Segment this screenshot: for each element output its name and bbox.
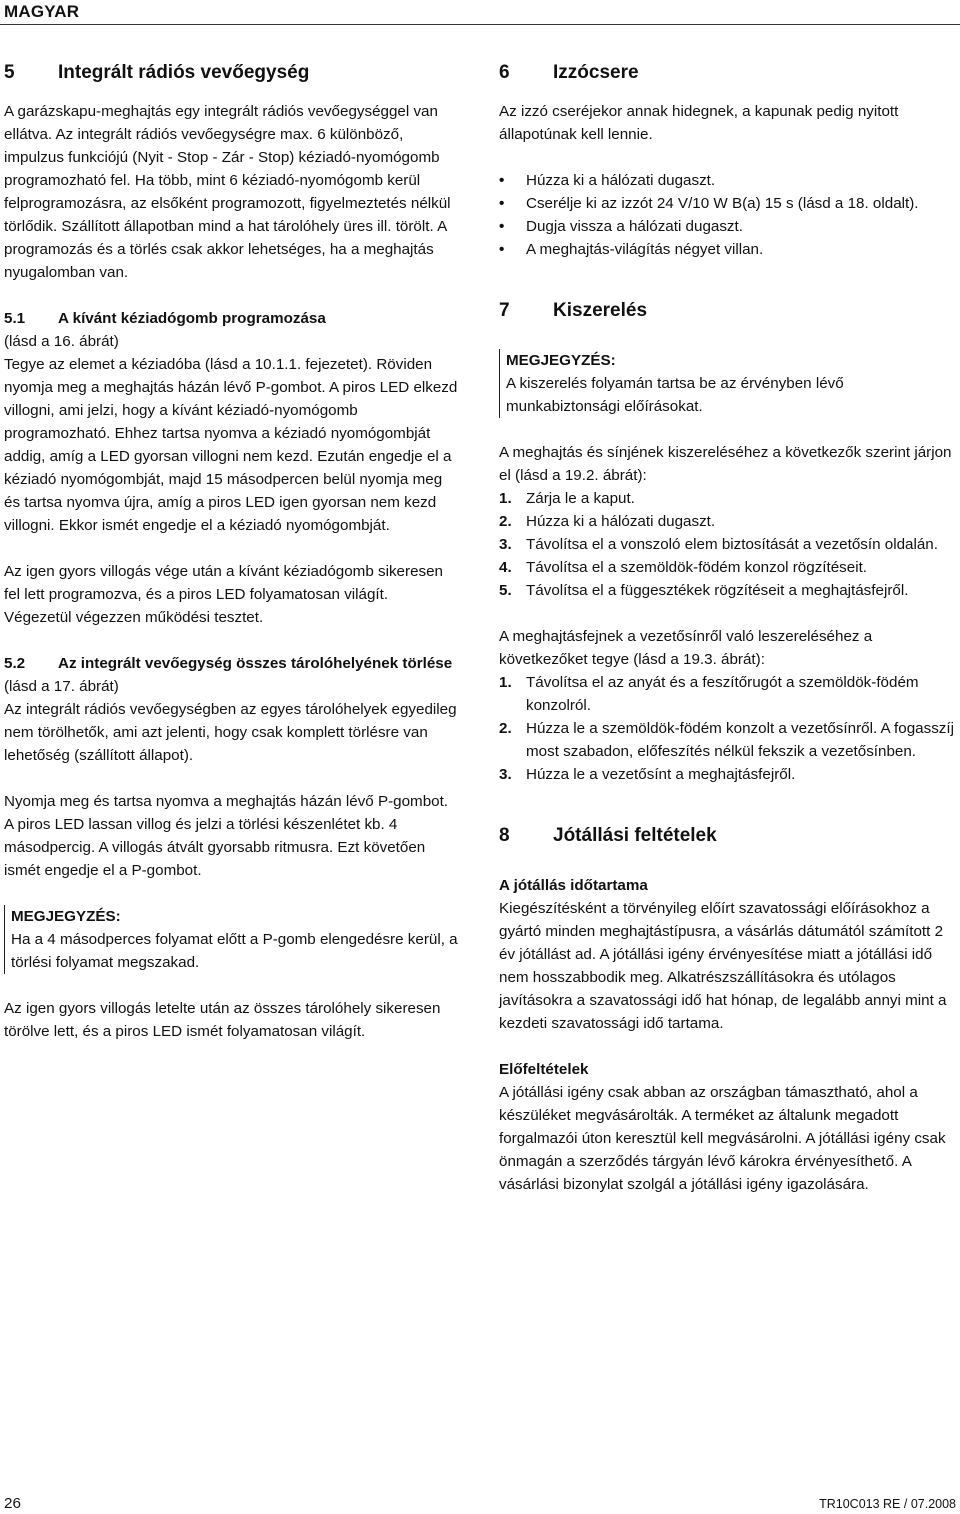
section-7-intro: A meghajtás és sínjének kiszereléséhez a következők szerint járjon el (lásd a 19.2. ábrát): — [499, 444, 952, 484]
bullet-list — [499, 169, 954, 261]
page-number: 26 — [4, 1495, 21, 1512]
list-item: 2. Húzza le a szemöldök-födém konzolt a vezetősínről. A fogasszíj most szabadon, előfeszítés nélkül fekszik a vezetősínben. — [499, 720, 954, 760]
note-title: MEGJEGYZÉS: — [506, 352, 616, 369]
note-text: Ha a 4 másodperces folyamat előtt a P-gomb elengedésre kerül, a törlési folyamat megszakad. — [11, 931, 458, 971]
section-5-1-heading: 5.1 A kívánt kéziadógomb programozása — [4, 310, 326, 327]
section-5-1-text: Tegye az elemet a kéziadóba (lásd a 10.1.1. fejezetet). Röviden nyomja meg a meghajtás házán lévő P-gombot. A piros LED elkezd villogni, ami jelzi, hogy a kívánt kéziadó-nyomógomb programozható. Ehhez tartsa nyomva a kéziadó nyomógombját addig, amíg a LED gyorsan villogni nem kezd. Ezután engedje el a kéziadó nyomógombját, majd 15 másodpercen belül nyomja meg és tartsa nyomva újra, amíg a piros LED igen gyorsan nem kezd villogni. Ekkor ismét engedje el a kéziadó nyomógombját. — [4, 356, 458, 534]
section-5-2-text-3: Az igen gyors villogás letelte után az összes tárolóhely sikeresen törölve lett, és a piros LED ismét folyamatosan világít. — [4, 1000, 441, 1040]
list-item: 3. Húzza le a vezetősínt a meghajtásfejről. — [499, 766, 796, 783]
section-8-text: Kiegészítésként a törvényileg előírt szavatossági előírásokhoz a gyártó minden meghajtástípusra, a vásárlás dátumától számított 2 év jótállást ad. A jótállási igény érvényesítése miatt a jótállási idő nem hosszabbodik meg. Alkatrészszállításokra és utólagos javításokra a szavatossági idő hat hónap, de legalább annyi mint a kezdeti szavatossági idő tartama. — [499, 900, 947, 1032]
list-item: • A meghajtás-világítás négyet villan. — [499, 241, 764, 258]
list-item: • Cserélje ki az izzót 24 V/10 W B(a) 15 s (lásd a 18. oldalt). — [499, 195, 919, 212]
numbered-list — [499, 487, 954, 602]
section-5-2-text-2: Nyomja meg és tartsa nyomva a meghajtás házán lévő P-gombot. A piros LED lassan villog és jelzi a törlési készenlétet kb. 4 másodpercig. A villogás átvált gyorsabb ritmusra. Ezt követően ismét engedje el a P-gombot. — [4, 793, 449, 879]
note-text: A kiszerelés folyamán tartsa be az érvényben lévő munkabiztonsági előírásokat. — [506, 375, 844, 415]
section-5-1-ref: (lásd a 16. ábrát) — [4, 333, 119, 350]
list-item: • Húzza ki a hálózati dugaszt. — [499, 172, 716, 189]
header-rule — [0, 24, 960, 25]
note-title: MEGJEGYZÉS: — [11, 908, 121, 925]
section-7-intro-2: A meghajtásfejnek a vezetősínről való leszereléséhez a következőket tegye (lásd a 19.3. ábrát): — [499, 628, 873, 668]
note-box — [4, 905, 459, 974]
section-5-2-ref: (lásd a 17. ábrát) — [4, 678, 119, 695]
list-item: 3. Távolítsa el a vonszoló elem biztosítását a vezetősín oldalán. — [499, 536, 938, 553]
list-item: 1. Távolítsa el az anyát és a feszítőrugót a szemöldök-födém konzolról. — [499, 674, 919, 714]
list-item: 4. Távolítsa el a szemöldök-födém konzol rögzítéseit. — [499, 559, 868, 576]
section-8-heading: 8 Jótállási feltételek — [499, 825, 717, 846]
right-column — [499, 58, 954, 1196]
document-code: TR10C013 RE / 07.2008 — [819, 1497, 956, 1511]
list-item: • Dugja vissza a hálózati dugaszt. — [499, 218, 743, 235]
list-item: 5. Távolítsa el a függesztékek rögzítéseit a meghajtásfejről. — [499, 582, 909, 599]
section-5-1-text-2: Az igen gyors villogás vége után a kívánt kéziadógomb sikeresen fel lett programozva, és a piros LED folyamatosan világít. Végezetül végezzen működési tesztet. — [4, 563, 443, 626]
section-5-heading: 5 Integrált rádiós vevőegység — [4, 62, 310, 83]
section-5-2-heading: 5.2 Az integrált vevőegység összes tárolóhelyének törlése — [4, 655, 453, 672]
section-6-text: Az izzó cseréjekor annak hidegnek, a kapunak pedig nyitott állapotúnak kell lennie. — [499, 103, 899, 143]
section-8-text-2: A jótállási igény csak abban az országban támasztható, ahol a készüléket megvásárolták. A terméket az általunk megadott forgalmazói úton keresztül kell megvásárolni. A jótállási igény csak önmagán a szerződés tárgyán lévő károkra érvényesíthető. A vásárlási bizonylat szolgál a jótállási igény igazolására. — [499, 1084, 946, 1193]
numbered-list — [499, 671, 954, 786]
list-item: 2. Húzza ki a hálózati dugaszt. — [499, 513, 716, 530]
header-language: MAGYAR — [4, 2, 80, 21]
section-5-text: A garázskapu-meghajtás egy integrált rádiós vevőegységgel van ellátva. Az integrált rádiós vevőegységre max. 6 különböző, impulzus funkciójú (Nyit - Stop - Zár - Stop) kéziadó-nyomógomb programozható fel. Ha több, mint 6 kéziadó-nyomógomb kerül felprogramozásra, az elsőként programozott, figyelmeztetés nélkül törlődik. Szállított állapotban mind a hat tárolóhely üres ill. törölt. A programozás és a törlés csak akkor lehetséges, ha a meghajtás nyugalomban van. — [4, 103, 451, 281]
list-item: 1. Zárja le a kaput. — [499, 490, 635, 507]
section-8-subheading: A jótállás időtartama — [499, 877, 648, 894]
section-5-2-text: Az integrált rádiós vevőegységben az egyes tárolóhelyek egyedileg nem törölhetők, ami azt jelenti, hogy csak komplett törlésre van lehetőség (szállított állapot). — [4, 701, 457, 764]
section-7-heading: 7 Kiszerelés — [499, 300, 648, 321]
section-8-subheading-2: Előfeltételek — [499, 1061, 589, 1078]
section-6-heading: 6 Izzócsere — [499, 62, 639, 83]
note-box — [499, 349, 954, 418]
left-column — [4, 58, 459, 1043]
